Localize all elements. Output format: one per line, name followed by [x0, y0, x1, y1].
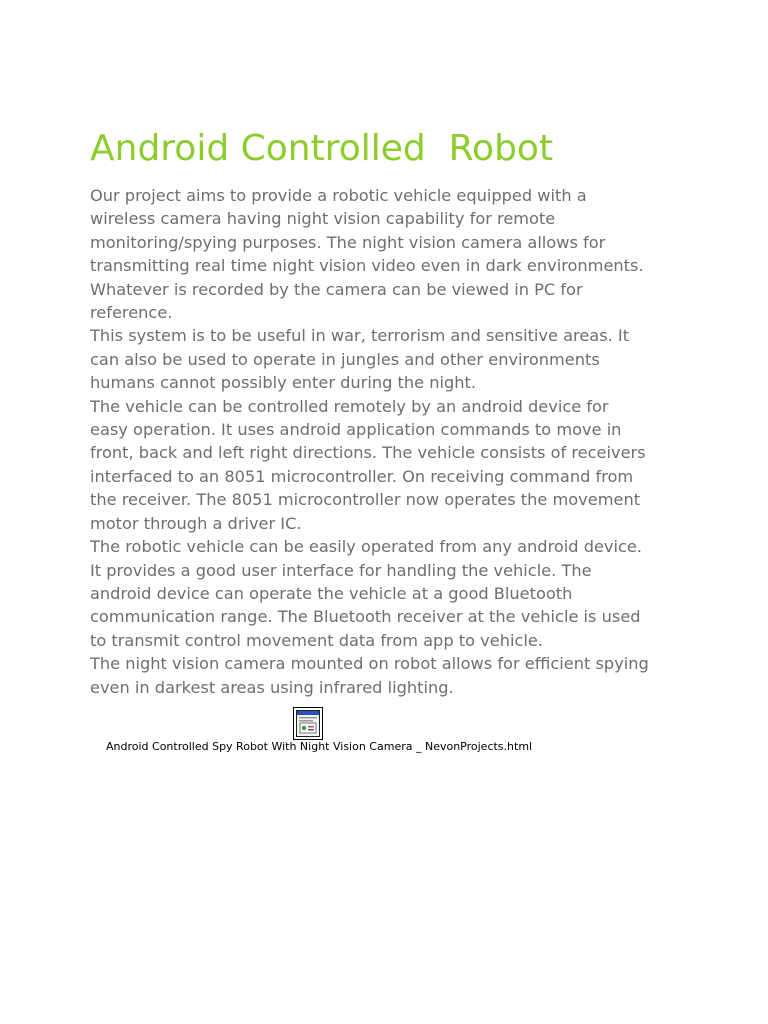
body-line: The robotic vehicle can be easily operated from any android device. [90, 537, 643, 557]
body-line: easy operation. It uses android application commands to move in [90, 420, 622, 440]
body-line: can also be used to operate in jungles and other environments [90, 349, 600, 369]
body-line: This system is to be useful in war, terrorism and sensitive areas. It [90, 326, 630, 346]
body-line: The night vision camera mounted on robot allows for efficient spying [90, 654, 649, 674]
body-line: communication range. The Bluetooth receiver at the vehicle is used [90, 607, 641, 627]
body-line: wireless camera having night vision capability for remote [90, 209, 556, 229]
body-line: motor through a driver IC. [90, 513, 302, 533]
document-title: Android Controlled Robot [90, 128, 554, 169]
body-line: android device can operate the vehicle at a good Bluetooth [90, 583, 573, 603]
body-line: humans cannot possibly enter during the night. [90, 373, 477, 393]
document-body [90, 184, 690, 699]
body-line: reference. [90, 303, 173, 323]
body-line: Whatever is recorded by the camera can be viewed in PC for [90, 279, 583, 299]
body-line: Our project aims to provide a robotic vehicle equipped with a [90, 186, 587, 205]
body-line: The vehicle can be controlled remotely by an android device for [90, 396, 609, 416]
attachment-filename[interactable]: Android Controlled Spy Robot With Night Vision Camera _ NevonProjects.html [106, 740, 533, 753]
body-line: to transmit control movement data from app to vehicle. [90, 630, 543, 650]
body-line: It provides a good user interface for handling the vehicle. The [90, 560, 592, 580]
body-line: even in darkest areas using infrared lighting. [90, 677, 454, 697]
body-line: monitoring/spying purposes. The night vision camera allows for [90, 232, 606, 252]
body-line: front, back and left right directions. The vehicle consists of receivers [90, 443, 646, 463]
body-line: interfaced to an 8051 microcontroller. On receiving command from [90, 466, 634, 486]
body-line: the receiver. The 8051 microcontroller now operates the movement [90, 490, 641, 510]
html-file-icon[interactable] [293, 707, 323, 740]
body-line: transmitting real time night vision video even in dark environments. [90, 256, 644, 276]
